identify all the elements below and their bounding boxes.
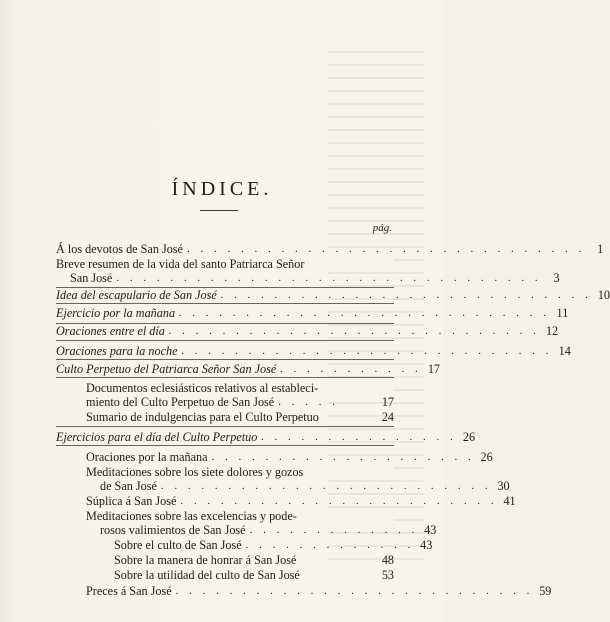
toc-entry [86,381,394,409]
section-divider [56,359,394,360]
toc-entry-page: 3 [553,271,560,285]
toc-entry-page: 41 [503,494,516,508]
toc-entry-page: 48 [381,553,394,567]
toc-entry-page: 59 [539,584,552,598]
toc-entry-page: 14 [558,344,571,358]
toc-entry-title-line2: San José [70,271,113,285]
toc-entry [114,568,394,582]
leader-dots: . . . . . . . . . . . . . . . . . . . . . . . . . . . . . . [186,243,586,255]
toc-entry [86,465,510,493]
toc-entry [114,553,394,567]
toc-entry-title-line1: Documentos eclesiásticos relativos al estableci- [86,381,394,395]
toc-entry-page: 17 [427,362,440,376]
toc-entry [56,324,559,338]
toc-entry-page: 26 [480,450,493,464]
toc-entry-page: 1 [597,242,604,256]
toc-entry-title: Ejercicio por la mañana [56,306,176,320]
toc-entry-title-line2: miento del Culto Perpetuo de San José [86,395,275,409]
leader-dots: . . . . . . . . . . . . . . . . . . . . . . . . . . . . [168,325,541,337]
toc-entry-page: 12 [545,324,559,338]
toc-entry-page: 26 [462,430,476,444]
section-divider [56,303,394,304]
toc-entry-title: Ejercicios para el día del Culto Perpetuo [56,430,258,444]
toc-entry-page: 30 [497,479,510,493]
toc-entry-title-line1: Breve resumen de la vida del santo Patriarca Señor [56,257,394,271]
toc-entry-title: Súplica á San José [86,494,177,508]
section-divider [56,445,394,446]
toc-entry [86,450,493,464]
toc-entry-page: 11 [556,306,569,320]
leader-dots: . . . . . . . . . . . . . . . . . . . . [211,451,475,463]
leader-dots: . . . . . . . . . . . [280,363,422,375]
toc-entry-title: Oraciones entre el día [56,324,165,338]
toc-entry [56,306,569,320]
toc-entry-title-line1: Meditaciones sobre los siete dolores y gozos [86,465,394,479]
toc-entry-page: 10 [597,288,610,302]
toc-entry-page: 43 [420,538,433,552]
section-divider [56,426,394,427]
title-rule [200,210,238,211]
toc-entry [86,509,437,537]
leader-dots: . . . . . . . . . . . . . [245,539,415,551]
toc-entry-title: Idea del escapulario de San José [56,288,217,302]
toc-entry-title-line2: rosos valimientos de San José [100,523,246,537]
toc-entry [56,257,560,285]
toc-entry-title: Preces á San José [86,584,172,598]
toc-entry-title: Sobre la manera de honrar á San José [114,553,297,567]
toc-entry-title: Á los devotos de San José [56,242,183,256]
leader-dots: . . . . . . . . . . . . . [249,524,419,536]
toc-entry-title: Oraciones para la noche [56,344,178,358]
toc-entry [86,494,516,508]
section-divider [56,377,394,378]
toc-entry-page: 43 [424,523,437,537]
toc-entry-title: Culto Perpetuo del Patriarca Señor San José [56,362,277,376]
toc-entry [56,362,440,376]
section-divider [56,340,394,341]
toc-entry [56,288,610,302]
toc-entry [56,242,604,256]
toc-entry [86,584,552,598]
toc-entry [56,344,571,358]
leader-dots: . . . . . [278,396,339,408]
page-title: ÍNDICE. [171,178,273,200]
toc-entry-title-line2: de San José [100,479,157,493]
leader-dots: . . . . . . . . . . . . . . . . . . . . . . . . . [160,480,492,492]
toc-entry-title: Sobre el culto de San José [114,538,242,552]
leader-dots: . . . . . . . . . . . . . . . . . . . . . . . . . . . . [220,289,593,301]
leader-dots: . . . . . . . . . . . . . . . . . . . . . . . . . . . . . . . . [116,272,542,284]
toc-entry-title: Sumario de indulgencias para el Culto Perpetuo [86,410,319,424]
leader-dots: . . . . . . . . . . . . . . . . . . . . . . . . [180,495,498,507]
toc-entry-title: Sobre la utilidad del culto de San José [114,568,300,582]
page-column-label: pág. [372,222,392,234]
toc-entry [114,538,433,552]
toc-entry-title: Oraciones por la mañana [86,450,208,464]
toc-entry-page: 53 [381,568,394,582]
toc-entry-title-line1: Meditaciones sobre las excelencias y pode- [86,509,394,523]
leader-dots: . . . . . . . . . . . . . . . . . . . . . . . . . . . [175,585,534,597]
toc-entry [86,410,394,424]
leader-dots: . . . . . . . . . . . . . . . [261,431,458,443]
toc-entry-page: 24 [381,410,394,424]
leader-dots: . . . . . . . . . . . . . . . . . . . . . . . . . . . . [179,307,551,319]
leader-dots: . . . . . . . . . . . . . . . . . . . . . . . . . . . . [181,345,553,357]
toc-entry [56,430,476,444]
toc-entry-page: 17 [381,395,394,409]
